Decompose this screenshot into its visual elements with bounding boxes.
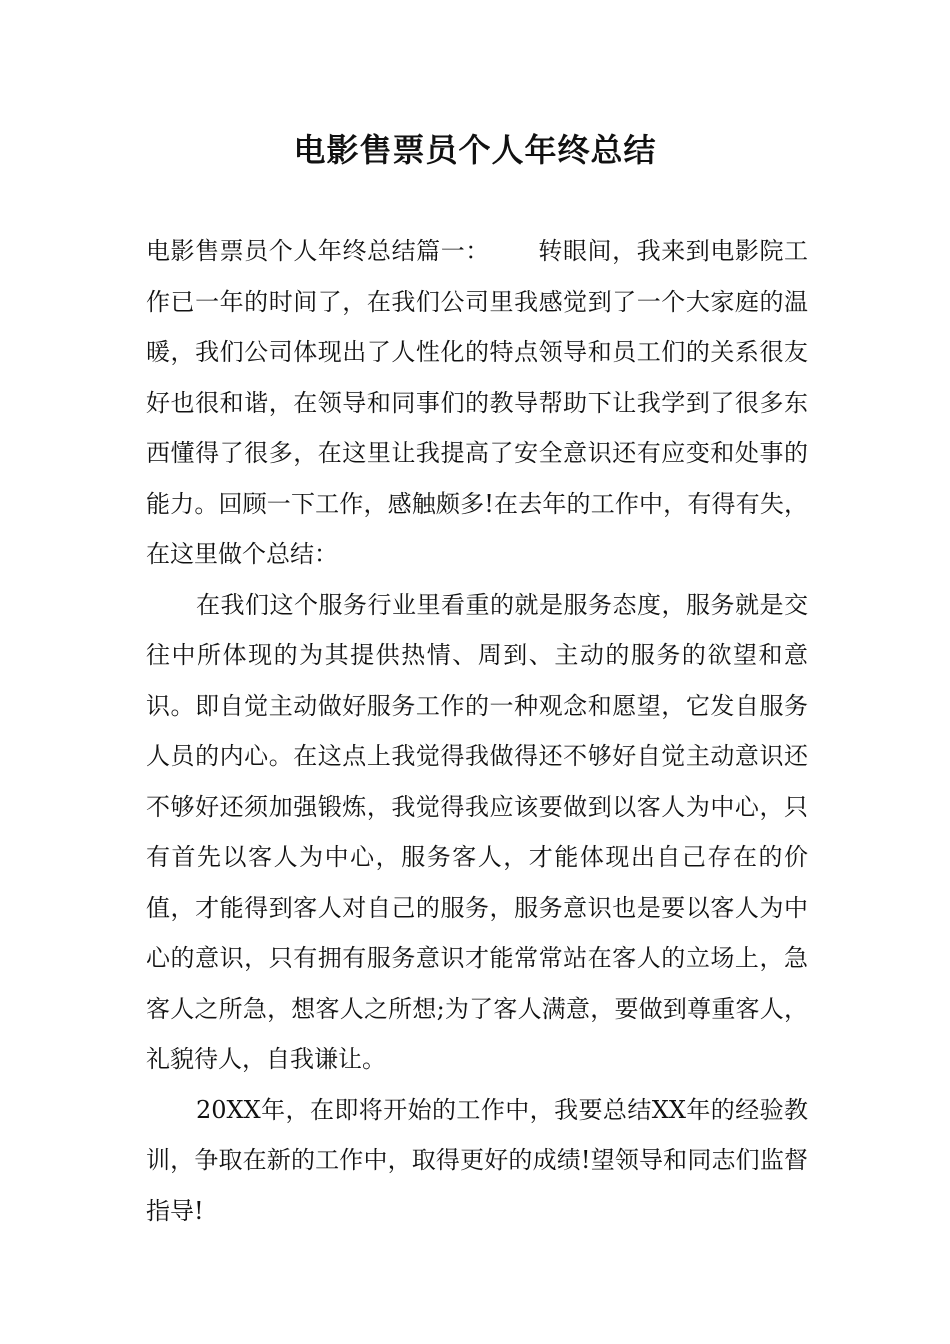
paragraph-3: 20XX年，在即将开始的工作中，我要总结XX年的经验教训，争取在新的工作中，取得更好的成绩!望领导和同志们监督指导! bbox=[146, 1095, 808, 1225]
document-body bbox=[146, 226, 808, 1236]
paragraph-2: 在我们这个服务行业里看重的就是服务态度，服务就是交往中所体现的为其提供热情、周到、主动的服务的欲望和意识。即自觉主动做好服务工作的一种观念和愿望，它发自服务人员的内心。在这点上我觉得我做得还不够好自觉主动意识还不够好还须加强锻炼，我觉得我应该要做到以客人为中心，只有首先以客人为中心，服务客人，才能体现出自己存在的价值，才能得到客人对自己的服务，服务意识也是要以客人为中心的意识，只有拥有服务意识才能常常站在客人的立场上，急客人之所急，想客人之所想;为了客人满意，要做到尊重客人，礼貌待人，自我谦让。 bbox=[146, 590, 808, 1073]
document-title: 电影售票员个人年终总结 bbox=[293, 131, 657, 169]
paragraph-1-text: 转眼间，我来到电影院工作已一年的时间了，在我们公司里我感觉到了一个大家庭的温暖，我们公司体现出了人性化的特点领导和员工们的关系很友好也很和谐，在领导和同事们的教导帮助下让我学到了很多东西懂得了很多，在这里让我提高了安全意识还有应变和处事的能力。回顾一下工作，感触颇多!在去年的工作中，有得有失，在这里做个总结： bbox=[146, 237, 809, 568]
paragraph-1 bbox=[146, 226, 808, 580]
section-lead: 电影售票员个人年终总结篇一： bbox=[146, 237, 490, 265]
